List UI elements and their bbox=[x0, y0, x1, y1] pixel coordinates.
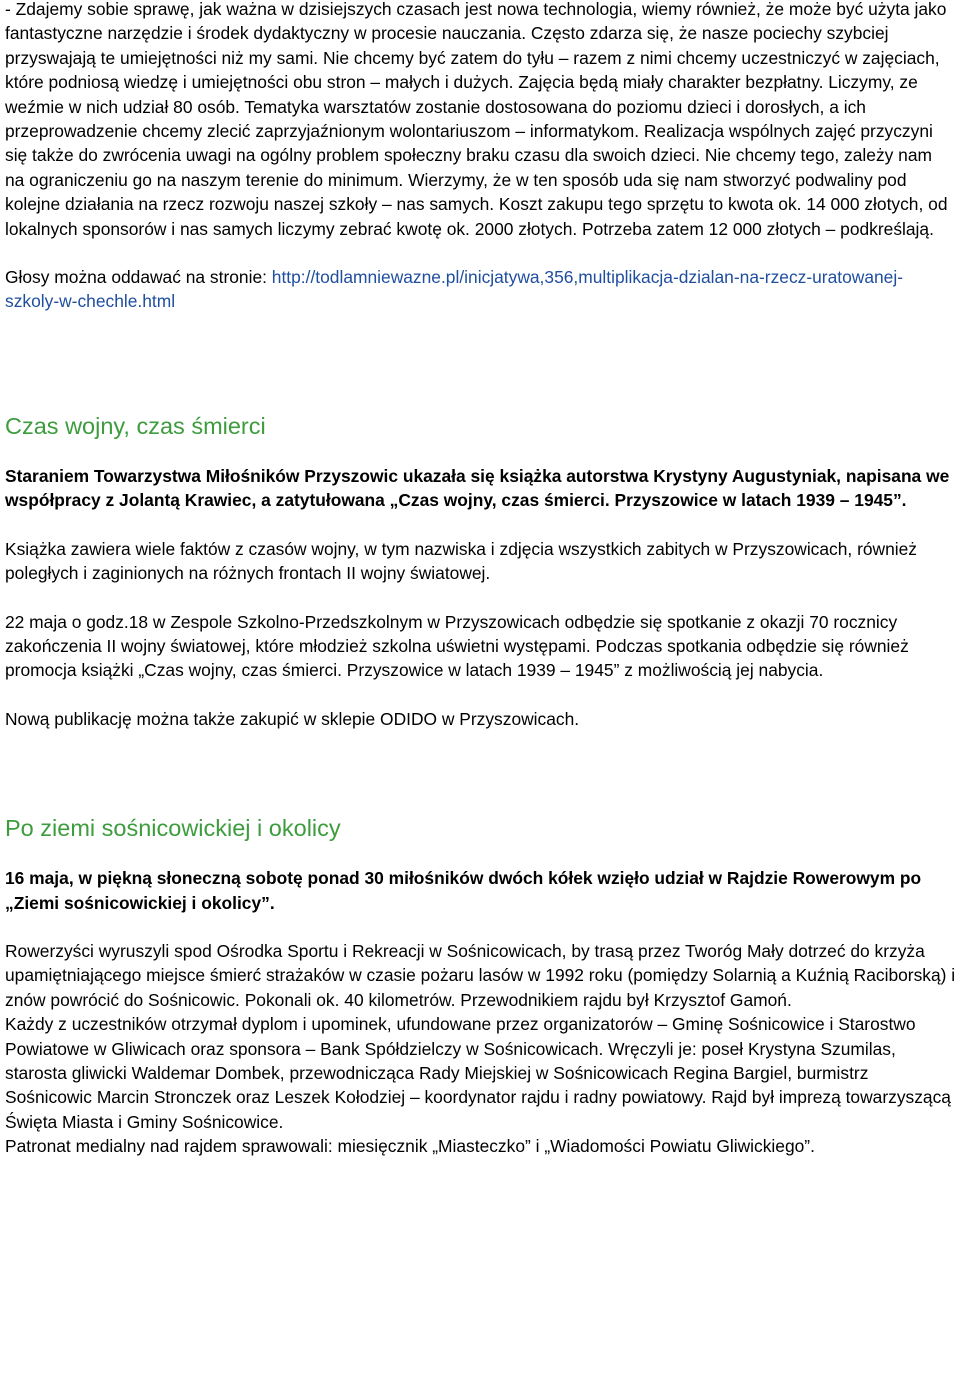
vote-label: Głosy można oddawać na stronie: bbox=[5, 267, 272, 288]
article-paragraph: Rowerzyści wyruszyli spod Ośrodka Sportu i Rekreacji w Sośnicowicach, by trasą przez Tworóg Mały dotrzeć do krzyża upamiętniającego miejsce śmierć strażaków w czasie pożaru lasów w 1992 roku (pomiędzy Solarnią a Kuźnią Raciborską) i znów powrócić do Sośnicowic. Pokonali ok. 40 kilometrów. Przewodnikiem rajdu był Krzysztof Gamoń. bbox=[5, 940, 956, 1010]
article-lead-czas-wojny: Staraniem Towarzystwa Miłośników Przyszowic ukazała się książka autorstwa Krystyny Augustyniak, napisana we współpracy z Jolantą Krawiec, a zatytułowana „Czas wojny, czas śmierci. Przyszowice w latach 1939 – 1945”. bbox=[5, 465, 950, 511]
article-paragraph: Książka zawiera wiele faktów z czasów wojny, w tym nazwiska i zdjęcia wszystkich zabitych w Przyszowicach, również poległych i zaginionych na różnych frontach II wojny światowej. bbox=[5, 538, 918, 584]
intro-paragraph: - Zdajemy sobie sprawę, jak ważna w dzisiejszych czasach jest nowa technologia, wiemy również, że może być użyta jako fantastyczne narzędzie i środek dydaktyczny w procesie nauczania. Często zdarza się, że nasze pociechy szybciej przyswajają te umiejętności niż my sami. Nie chcemy być zatem do tyłu – razem z nimi chcemy uczestniczyć w zajęciach, które podniosą wiedzę i umiejętności obu stron – małych i dużych. Zajęcia będą miały charakter bezpłatny. Liczymy, ze weźmie w nich udział 80 osób. Tematyka warsztatów zostanie dostosowana do poziomu dzieci i dorosłych, a ich przeprowadzenie chcemy zlecić zaprzyjaźnionym wolontariuszom – informatykom. Realizacja wspólnych zajęć przyczyni się także do zwrócenia uwagi na ogólny problem społeczny braku czasu dla swoich dzieci. Nie chcemy tego, zależy nam na ograniczeniu go na naszym terenie do minimum. Wierzymy, że w ten sposób uda się nam stworzyć podwaliny pod kolejne działania na rzecz rozwoju naszej szkoły – nas samych. Koszt zakupu tego sprzętu to kwota ok. 14 000 złotych, od lokalnych sponsorów i nas samych liczymy zebrać kwotę ok. 2000 złotych. Potrzeba zatem 12 000 złotych – podkreślają. bbox=[5, 0, 948, 239]
article-paragraph: Patronat medialny nad rajdem sprawowali: miesięcznik „Miasteczko” i „Wiadomości Powiatu Gliwickiego”. bbox=[5, 1136, 815, 1157]
article-paragraph: 22 maja o godz.18 w Zespole Szkolno-Przedszkolnym w Przyszowicach odbędzie się spotkanie z okazji 70 rocznicy zakończenia II wojny światowej, które młodzież szkolna uświetni występami. Podczas spotkania odbędzie się również promocja książki „Czas wojny, czas śmierci. Przyszowice w latach 1939 – 1945” z możliwością jej nabycia. bbox=[5, 611, 909, 681]
article-paragraph: Każdy z uczestników otrzymał dyplom i upominek, ufundowane przez organizatorów – Gminę Sośnicowice i Starostwo Powiatowe w Gliwicach oraz sponsora – Bank Spółdzielczy w Sośnicowicach. Wręczyli je: poseł Krystyna Szumilas, starosta gliwicki Waldemar Dombek, przewodnicząca Rady Miejskiej w Sośnicowicach Regina Bargiel, burmistrz Sośnicowic Marcin Stronczek oraz Leszek Kołodziej – koordynator rajdu i radny powiatowy. Rajd był imprezą towarzyszącą Święta Miasta i Gminy Sośnicowice. bbox=[5, 1014, 951, 1132]
article-paragraph: Nową publikację można także zakupić w sklepie ODIDO w Przyszowicach. bbox=[5, 708, 580, 729]
vote-line bbox=[5, 265, 956, 314]
article-title-czas-wojny: Czas wojny, czas śmierci bbox=[5, 412, 266, 439]
vote-link[interactable]: http://todlamniewazne.pl/inicjatywa,356,multiplikacja-dzialan-na-rzecz-uratowanej-szkoly-w-chechle.html bbox=[5, 267, 903, 312]
article-lead-po-ziemi: 16 maja, w piękną słoneczną sobotę ponad 30 miłośników dwóch kółek wzięło udział w Rajdzie Rowerowym po „Ziemi sośnicowickiej i okolicy”. bbox=[5, 868, 922, 913]
article-title-po-ziemi: Po ziemi sośnicowickiej i okolicy bbox=[5, 815, 341, 842]
